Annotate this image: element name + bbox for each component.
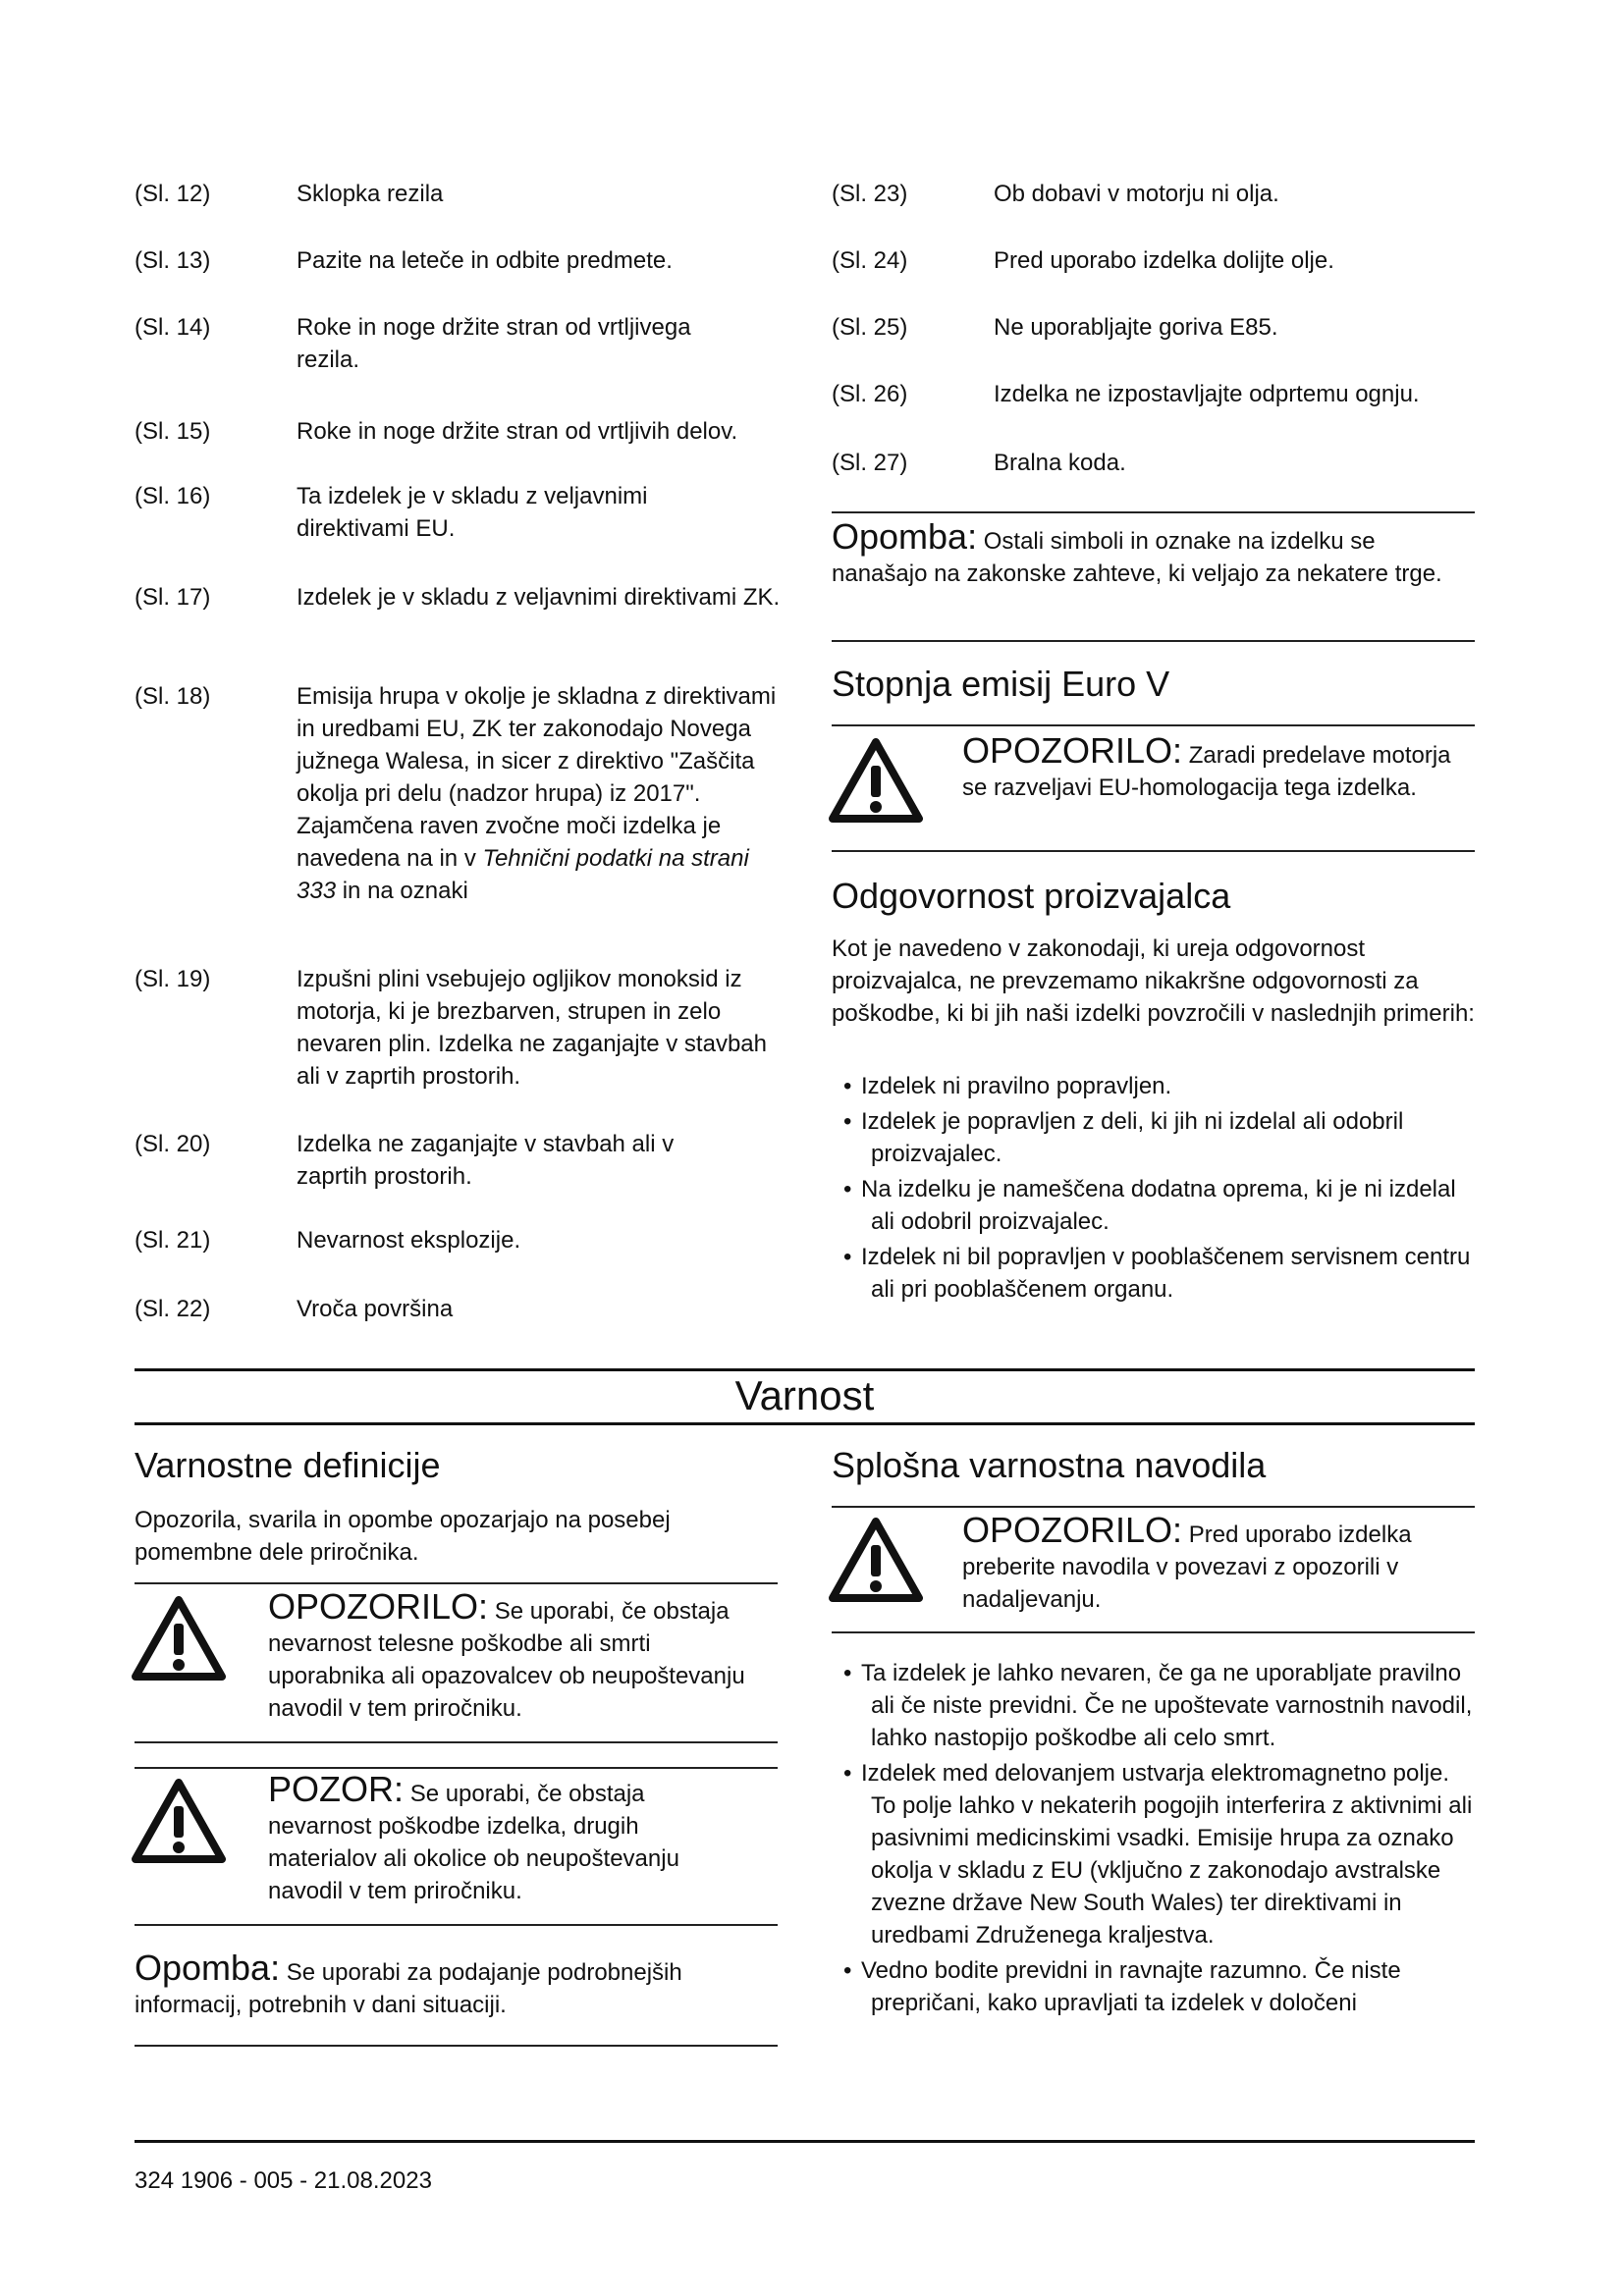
figure-caption: Sklopka rezila: [297, 181, 444, 207]
figure-caption: Izdelka ne zaganjajte v stavbah ali v zaprtih prostorih.: [297, 1131, 675, 1190]
figure-number: (Sl. 25): [832, 314, 908, 341]
warning-label: OPOZORILO:: [268, 1586, 489, 1627]
definitions-intro: Opozorila, svarila in opombe opozarjajo na posebej pomembne dele priročnika.: [135, 1507, 671, 1566]
warning-triangle-icon: [132, 1596, 226, 1681]
figure-caption: Ob dobavi v motorju ni olja.: [994, 181, 1279, 207]
figure-caption: Izdelka ne izpostavljajte odprtemu ognju.: [994, 381, 1420, 407]
figure-caption: Roke in noge držite stran od vrtljivega rezila.: [297, 314, 691, 373]
safety-title: Varnost: [734, 1372, 875, 1418]
list-item: • Na izdelku je nameščena dodatna oprema, ki je ni izdelal ali odobril proizvajalec.: [843, 1176, 1456, 1235]
definitions-heading: Varnostne definicije: [135, 1445, 441, 1485]
warning-label: OPOZORILO:: [962, 730, 1183, 771]
definitions-warning: [268, 1586, 759, 1725]
divider: [135, 1924, 778, 1926]
list-item: • Izdelek ni bil popravljen v pooblaščenem servisnem centru ali pri pooblaščenem organu.: [843, 1244, 1471, 1303]
warning-triangle-icon: [829, 1518, 923, 1602]
warning-text: Zaradi predelave motorja se razveljavi EU-homologacija tega izdelka.: [962, 742, 1451, 801]
document-code: 1906 - 005 - 21.08.2023: [180, 2167, 432, 2194]
divider: [832, 724, 1475, 726]
figure-caption: Roke in noge držite stran od vrtljivih delov.: [297, 418, 738, 445]
note-label: Opomba:: [135, 1948, 281, 1988]
note-text: Ostali simboli in oznake na izdelku se nanašajo na zakonske zahteve, ki veljajo za nekatere trge.: [832, 528, 1442, 587]
figure-number: (Sl. 13): [135, 247, 211, 274]
figure-caption: [297, 680, 783, 907]
caution-text: Se uporabi, če obstaja nevarnost poškodbe izdelka, drugih materialov ali okolice ob neupoštevanju navodil v tem priročniku.: [268, 1781, 679, 1904]
divider: [135, 1582, 778, 1584]
note-label: Opomba:: [832, 516, 978, 557]
page-number: 324: [135, 2167, 175, 2194]
figure-number: (Sl. 14): [135, 314, 211, 341]
warning-label: OPOZORILO:: [962, 1510, 1183, 1550]
figure-caption: Izpušni plini vsebujejo ogljikov monoksid iz motorja, ki je brezbarven, strupen in zelo nevaren plin. Izdelka ne zaganjajte v stavbah ali v zaprtih prostorih.: [297, 966, 767, 1090]
figure-number: (Sl. 20): [135, 1131, 211, 1157]
general-safety-list: [832, 1657, 1480, 2022]
figure-number: (Sl. 21): [135, 1227, 211, 1254]
figure-number: (Sl. 19): [135, 966, 211, 992]
figure-caption: Nevarnost eksplozije.: [297, 1227, 521, 1254]
footer-rule: [135, 2140, 1475, 2143]
figure-number: (Sl. 24): [832, 247, 908, 274]
figure-caption: Ta izdelek je v skladu z veljavnimi direktivami EU.: [297, 483, 648, 542]
general-safety-heading: Splošna varnostna navodila: [832, 1445, 1267, 1485]
figure-caption: Vroča površina: [297, 1296, 454, 1322]
liability-list: [832, 1070, 1480, 1308]
divider: [832, 1631, 1475, 1633]
figure-number: (Sl. 12): [135, 181, 211, 207]
euro5-heading: Stopnja emisij Euro V: [832, 664, 1170, 704]
figure-caption: Pazite na leteče in odbite predmete.: [297, 247, 673, 274]
figure-number: (Sl. 16): [135, 483, 211, 509]
note-top: [832, 516, 1475, 590]
figure-number: (Sl. 18): [135, 683, 211, 710]
figure-number: (Sl. 22): [135, 1296, 211, 1322]
list-item: • Izdelek med delovanjem ustvarja elektromagnetno polje. To polje lahko v nekaterih pogojih interferira z aktivnimi ali pasivnimi medicinskimi vsadki. Emisije hrupa za oznako okolja v skladu z EU (vključno z zakonodajo avstralske zvezne države New South Wales) ter direktivami in uredbami Združenega kraljestva.: [843, 1760, 1473, 1949]
list-item: • Izdelek je popravljen z deli, ki jih ni izdelal ali odobril proizvajalec.: [843, 1108, 1404, 1167]
figure-number: (Sl. 27): [832, 450, 908, 476]
figure-caption: Izdelek je v skladu z veljavnimi direktivami ZK.: [297, 584, 781, 611]
caption-text-a: Emisija hrupa v okolje je skladna z direktivami in uredbami EU, ZK ter zakonodajo Novega južnega Walesa, in sicer z direktivo "Zaščita okolja pri delu (nadzor hrupa) iz 2017". Zajamčena raven zvočne moči izdelka je navedena na in v: [297, 683, 777, 872]
right-figure-list: [832, 178, 1489, 492]
liability-intro: Kot je navedeno v zakonodaji, ki ureja odgovornost proizvajalca, ne prevzemamo nikakršne odgovornosti za poškodbe, ki bi jih naši izdelki povzročili v naslednjih primerih:: [832, 935, 1475, 1027]
warning-text: Se uporabi, če obstaja nevarnost telesne poškodbe ali smrti uporabnika ali opazovalcev ob neupoštevanju navodil v tem priročniku.: [268, 1598, 745, 1722]
liability-heading: Odgovornost proizvajalca: [832, 876, 1231, 916]
divider: [832, 640, 1475, 642]
list-item: • Vedno bodite previdni in ravnajte razumno. Če niste prepričani, kako upravljati ta izdelek v določeni: [843, 1957, 1401, 2016]
euro5-warning: [962, 730, 1463, 804]
left-figure-list: [135, 178, 792, 1336]
section-rule-top: [135, 1368, 1475, 1371]
divider: [832, 511, 1475, 513]
divider: [135, 1767, 778, 1769]
page-footer: [135, 2164, 432, 2197]
figure-caption: Ne uporabljajte goriva E85.: [994, 314, 1278, 341]
figure-number: (Sl. 26): [832, 381, 908, 407]
figure-caption: Bralna koda.: [994, 450, 1126, 476]
list-item: • Ta izdelek je lahko nevaren, če ga ne uporabljate pravilno ali če niste previdni. Če ne upoštevate varnostnih navodil, lahko nastopijo poškodbe ali celo smrt.: [843, 1660, 1473, 1751]
figure-number: (Sl. 23): [832, 181, 908, 207]
divider: [832, 850, 1475, 852]
list-item: • Izdelek ni pravilno popravljen.: [843, 1073, 1172, 1099]
divider: [135, 2045, 778, 2047]
note-text: Se uporabi za podajanje podrobnejših informacij, potrebnih v dani situaciji.: [135, 1959, 682, 2018]
figure-number: (Sl. 17): [135, 584, 211, 611]
warning-text: Pred uporabo izdelka preberite navodila v povezavi z opozorili v nadaljevanju.: [962, 1522, 1412, 1613]
divider: [135, 1741, 778, 1743]
technical-data-link[interactable]: Tehnični podatki na strani 333: [297, 845, 749, 904]
definitions-note: [135, 1948, 763, 2021]
definitions-caution: [268, 1769, 739, 1907]
caution-label: POZOR:: [268, 1769, 405, 1809]
warning-triangle-icon: [829, 738, 923, 823]
caption-text-b: in na oznaki: [342, 878, 468, 904]
section-rule-bottom: [135, 1422, 1475, 1425]
figure-caption: Pred uporabo izdelka dolijte olje.: [994, 247, 1334, 274]
caution-triangle-icon: [132, 1779, 226, 1863]
general-warning: [962, 1510, 1463, 1616]
figure-number: (Sl. 15): [135, 418, 211, 445]
divider: [832, 1506, 1475, 1508]
